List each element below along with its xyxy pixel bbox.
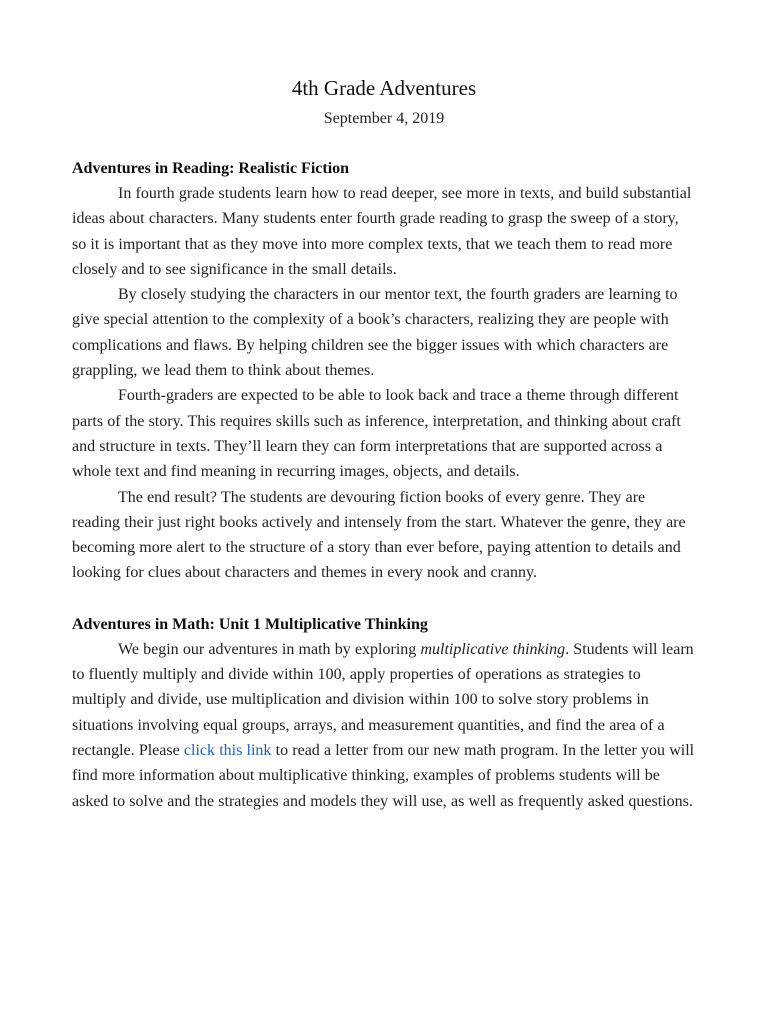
math-letter-link[interactable]: click this link bbox=[183, 741, 272, 759]
math-heading: Adventures in Math: Unit 1 Multiplicative Thinking bbox=[72, 615, 428, 633]
math-paragraph-text-end: to read a letter from our new math program. In the letter you will find more information about multiplicative thinking, examples of problems students will be asked to solve and the strategies and models they will use, as well as frequently asked questions. bbox=[72, 741, 695, 810]
multiplicative-thinking-emphasis: multiplicative thinking bbox=[420, 640, 566, 658]
reading-paragraph-2: By closely studying the characters in our mentor text, the fourth graders are learning to give special attention to the complexity of a book’s characters, realizing they are people with complications and flaws. By helping children see the bigger issues with which characters are grappling, we lead them to think about themes. bbox=[72, 286, 678, 380]
reading-paragraph-3: Fourth-graders are expected to be able to look back and trace a theme through different parts of the story. This requires skills such as inference, interpretation, and thinking about craft and structure in texts. They’ll learn they can form interpretations that are supported across a whole text and find meaning in recurring images, objects, and details. bbox=[72, 387, 681, 481]
document-date: September 4, 2019 bbox=[323, 110, 445, 127]
math-paragraph-text-middle: . Students will learn to fluently multiply and divide within 100, apply properties of operations as strategies to multiply and divide, use multiplication and division within 100 to solve story problems in situations involving equal groups, arrays, and measurement quantities, and find the area of a rectangle. Please bbox=[72, 640, 694, 759]
reading-heading: Adventures in Reading: Realistic Fiction bbox=[72, 160, 350, 177]
document-title: 4th Grade Adventures bbox=[291, 76, 477, 100]
math-paragraph-1 bbox=[72, 637, 696, 814]
reading-paragraph-1: In fourth grade students learn how to read deeper, see more in texts, and build substantial ideas about characters. Many students enter fourth grade reading to grasp the sweep of a story, so it is important that as they move into more complex texts, that we teach them to read more closely and to see significance in the small details. bbox=[72, 185, 692, 278]
math-section bbox=[72, 612, 696, 814]
reading-paragraph-4: The end result? The students are devouring fiction books of every genre. They are reading their just right books actively and intensely from the start. Whatever the genre, they are becoming more alert to the structure of a story than ever before, paying attention to details and looking for clues about characters and themes in every nook and cranny. bbox=[72, 488, 686, 582]
reading-section bbox=[72, 156, 696, 586]
document-page bbox=[72, 72, 696, 814]
math-paragraph-text-start: We begin our adventures in math by exploring bbox=[118, 640, 421, 658]
